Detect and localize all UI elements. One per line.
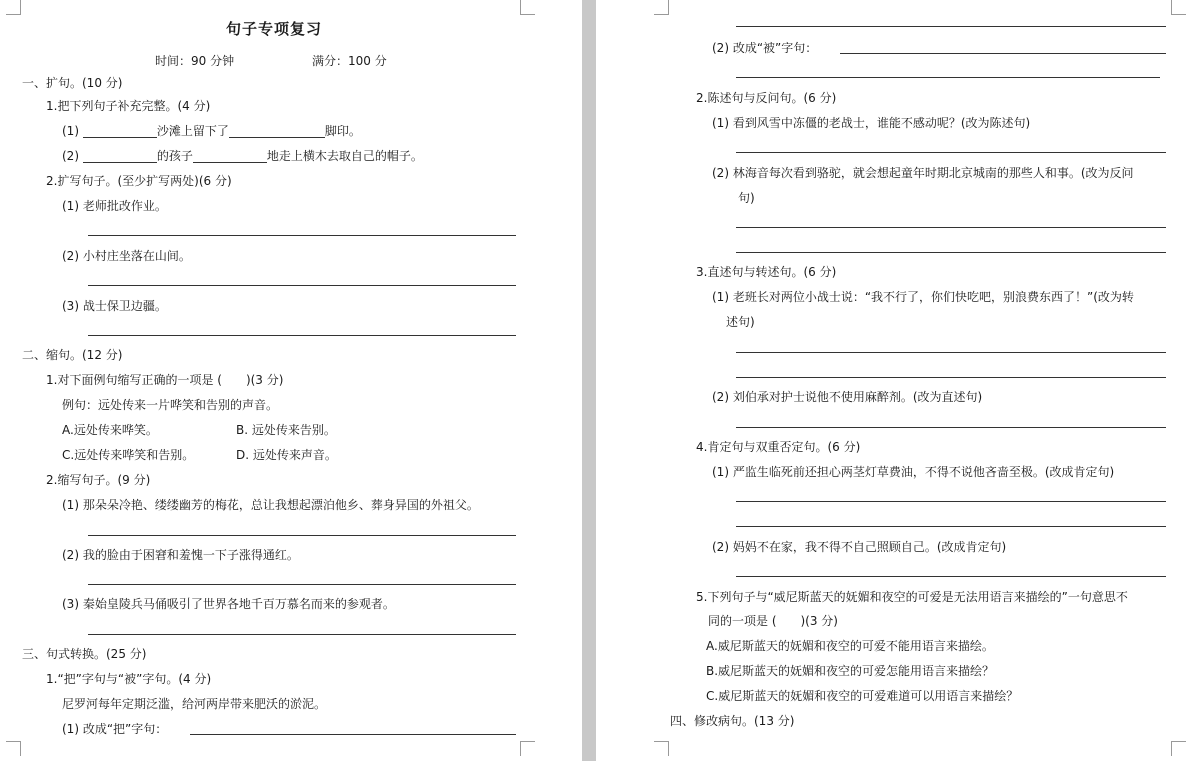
example-sentence: 例句：远处传来一片哗笑和告别的声音。 [62,398,279,412]
answer-line[interactable] [736,501,1166,502]
sub-question: (3) 战士保卫边疆。 [62,299,167,313]
sub-question: (3) 秦始皇陵兵马俑吸引了世界各地千百万慕名而来的参观者。 [62,597,395,611]
answer-line[interactable] [736,26,1166,27]
answer-line[interactable] [736,352,1166,353]
answer-blank[interactable] [83,150,157,163]
answer-line[interactable] [736,576,1166,577]
question-2-2: 2.缩写句子。(9 分) [46,473,151,487]
question-1-2: 2.扩写句子。(至少扩写两处)(6 分) [46,174,232,188]
item-number: (2) [62,149,79,163]
question-1-1: 1.把下列句子补充完整。(4 分) [46,99,211,113]
section-4-heading: 四、修改病句。(13 分) [670,714,795,728]
answer-line[interactable] [736,77,1160,78]
answer-line[interactable] [736,526,1166,527]
sub-question: (2) 刘伯承对护士说他不使用麻醉剂。(改为直述句) [712,390,983,404]
answer-line[interactable] [88,634,516,635]
right-page [596,0,1197,761]
question-3-3: 3.直述句与转述句。(6 分) [696,265,837,279]
source-sentence: 尼罗河每年定期泛滥，给河两岸带来肥沃的淤泥。 [62,697,327,711]
item-number: (1) [62,124,79,138]
sub-question: (1) 严监生临死前还担心两茎灯草费油，不得不说他吝啬至极。(改成肯定句) [712,465,1115,479]
answer-line[interactable] [190,734,516,735]
sub-question-cont: 述句) [726,315,755,329]
crop-mark [6,741,21,756]
section-3-heading: 三、句式转换。(25 分) [22,647,147,661]
sub-question-cont: 句) [738,191,755,205]
option-a[interactable]: A.威尼斯蓝天的妩媚和夜空的可爱不能用语言来描绘。 [706,639,994,653]
answer-line[interactable] [88,535,516,536]
text-fragment: 地走上横木去取自己的帽子。 [266,149,423,163]
sub-question: (1) 看到风雪中冻僵的老战士，谁能不感动呢？(改为陈述句) [712,116,1031,130]
text-fragment: 的孩子 [156,149,193,163]
exam-time: 时间：90 分钟 [155,54,235,68]
option-a[interactable]: A.远处传来哗笑。 [62,423,158,437]
answer-line[interactable] [88,285,516,286]
question-2-1: 1.对下面例句缩写正确的一项是 ( )(3 分) [46,373,284,387]
fill-line-2 [62,149,423,163]
section-2-heading: 二、缩句。(12 分) [22,348,123,362]
answer-blank[interactable] [83,125,157,138]
answer-line[interactable] [736,377,1166,378]
sub-question: (2) 林海音每次看到骆驼，就会想起童年时期北京城南的那些人和事。(改为反问 [712,166,1134,180]
page-title: 句子专项复习 [226,20,323,38]
left-page [0,0,582,761]
page-gutter [582,0,596,761]
crop-mark [1171,741,1186,756]
sub-question: (1) 那朵朵冷艳、缕缕幽芳的梅花，总让我想起漂泊他乡、葬身异国的外祖父。 [62,498,479,512]
sub-question: (2) 小村庄坐落在山间。 [62,249,191,263]
text-fragment: 沙滩上留下了 [156,124,229,138]
answer-line[interactable] [736,152,1166,153]
sub-question: (1) 改成“把”字句： [62,722,168,736]
answer-line[interactable] [736,252,1166,253]
fill-line-1 [62,124,361,138]
answer-line[interactable] [88,235,516,236]
question-3-5: 5.下列句子与“威尼斯蓝天的妩媚和夜空的可爱是无法用语言来描绘的”一句意思不 [696,590,1128,604]
option-c[interactable]: C.远处传来哗笑和告别。 [62,448,195,462]
crop-mark [520,0,535,15]
crop-mark [1171,0,1186,15]
sub-question: (2) 妈妈不在家，我不得不自己照顾自己。(改成肯定句) [712,540,1007,554]
option-b[interactable]: B.威尼斯蓝天的妩媚和夜空的可爱怎能用语言来描绘？ [706,664,995,678]
answer-line[interactable] [88,584,516,585]
exam-score: 满分：100 分 [312,54,387,68]
section-1-heading: 一、扩句。(10 分) [22,76,123,90]
sub-question: (2) 改成“被”字句： [712,41,818,55]
answer-line[interactable] [736,227,1166,228]
question-3-1: 1.“把”字句与“被”字句。(4 分) [46,672,212,686]
answer-blank[interactable] [229,125,325,138]
question-3-2: 2.陈述句与反问句。(6 分) [696,91,837,105]
crop-mark [654,741,669,756]
option-c[interactable]: C.威尼斯蓝天的妩媚和夜空的可爱难道可以用语言来描绘？ [706,689,1019,703]
crop-mark [654,0,669,15]
crop-mark [520,741,535,756]
answer-line[interactable] [736,427,1166,428]
answer-blank[interactable] [193,150,267,163]
text-fragment: 脚印。 [324,124,361,138]
question-3-4: 4.肯定句与双重否定句。(6 分) [696,440,861,454]
sub-question: (2) 我的脸由于困窘和羞愧一下子涨得通红。 [62,548,299,562]
answer-line[interactable] [840,53,1166,54]
crop-mark [6,0,21,15]
option-b[interactable]: B. 远处传来告别。 [236,423,336,437]
answer-line[interactable] [88,335,516,336]
sub-question: (1) 老班长对两位小战士说：“我不行了，你们快吃吧，别浪费东西了！”(改为转 [712,290,1134,304]
option-d[interactable]: D. 远处传来声音。 [236,448,337,462]
sub-question: (1) 老师批改作业。 [62,199,167,213]
question-3-5-cont: 同的一项是 ( )(3 分) [708,614,838,628]
